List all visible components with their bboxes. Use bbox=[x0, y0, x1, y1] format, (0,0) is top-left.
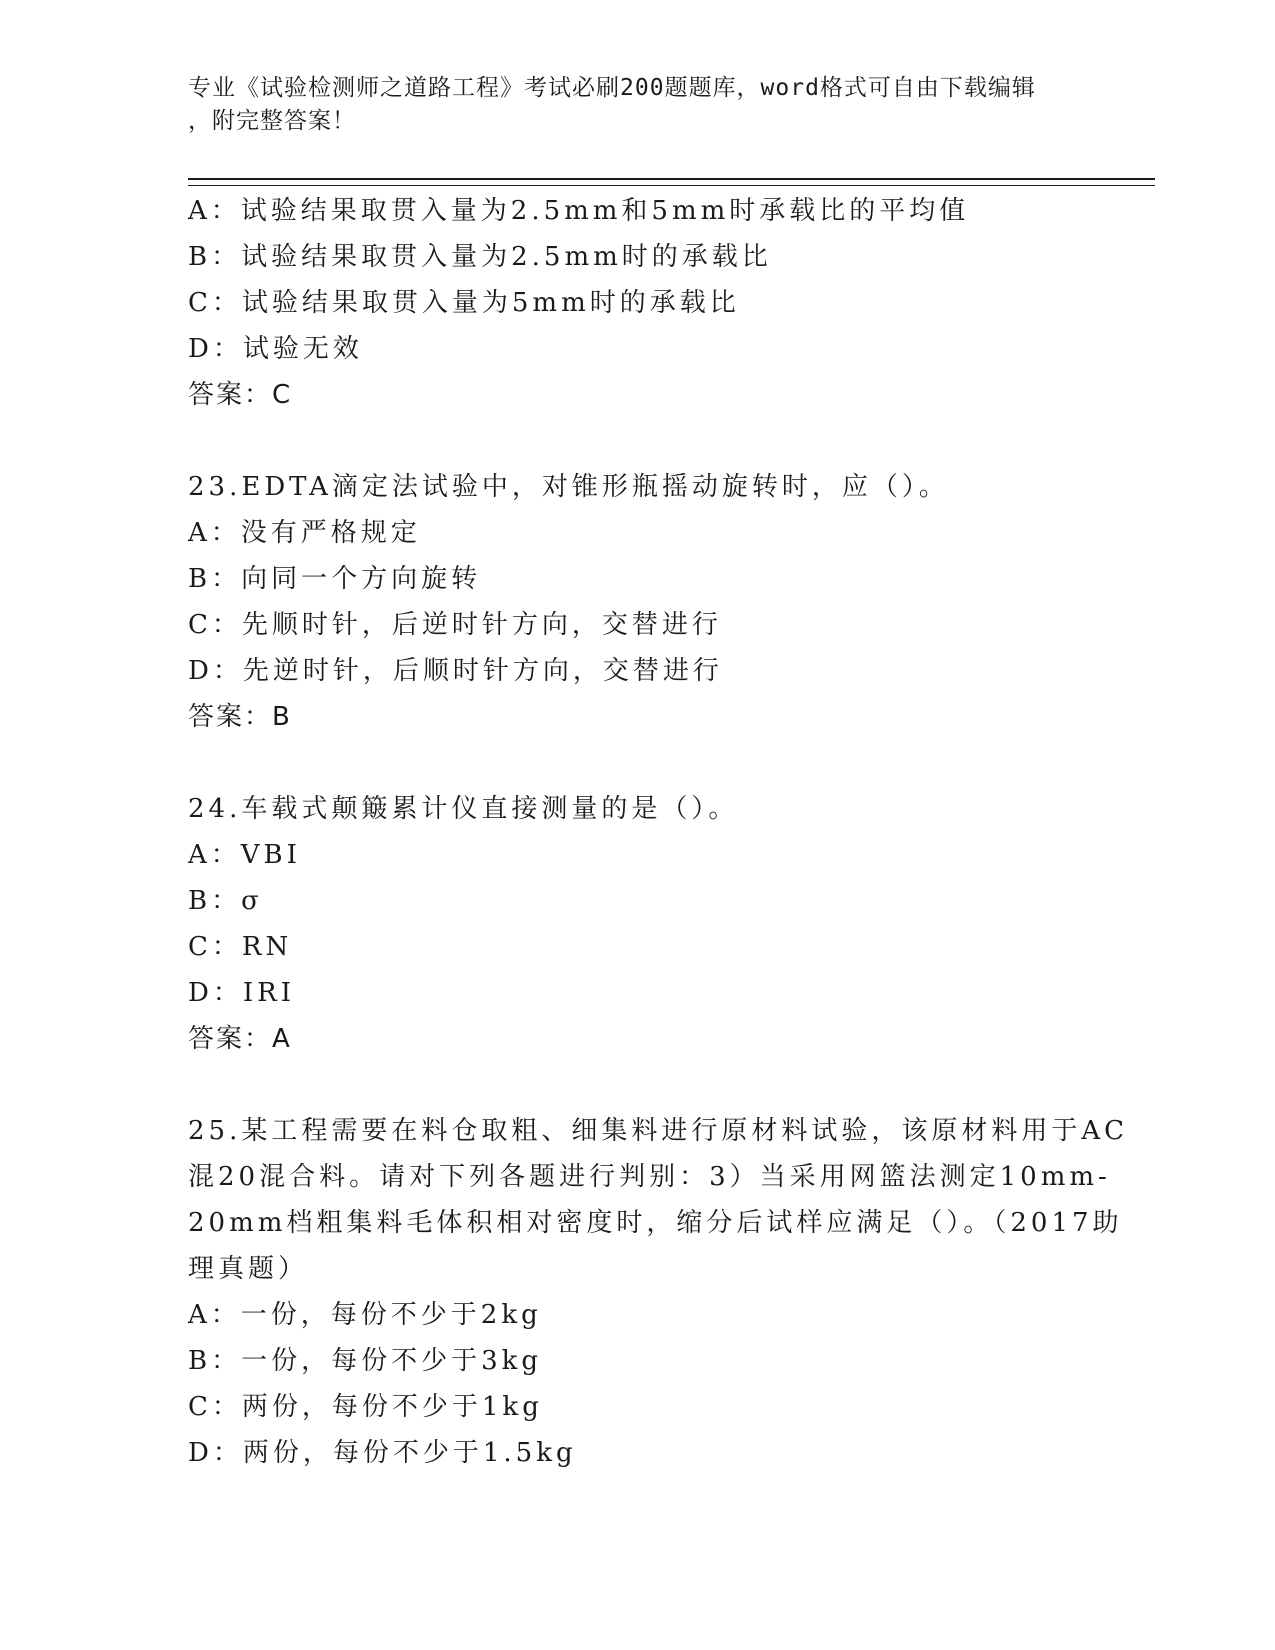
question-list bbox=[188, 188, 1129, 1476]
option-b: B：σ bbox=[188, 886, 263, 916]
document-header bbox=[188, 72, 1068, 138]
option-a: A：没有严格规定 bbox=[188, 518, 421, 548]
question-23 bbox=[188, 464, 1088, 740]
option-c: C：两份，每份不少于1kg bbox=[188, 1392, 543, 1422]
answer: 答案：B bbox=[188, 702, 292, 732]
option-d: D：IRI bbox=[188, 978, 295, 1008]
option-c: C：RN bbox=[188, 932, 293, 962]
option-b: B：试验结果取贯入量为2.5mm时的承载比 bbox=[188, 242, 772, 272]
answer: 答案：A bbox=[188, 1024, 292, 1054]
question-stem-line: 混20混合料。请对下列各题进行判别：3）当采用网篮法测定10mm- bbox=[188, 1162, 1111, 1192]
option-d: D：试验无效 bbox=[188, 334, 363, 364]
option-b: B：一份，每份不少于3kg bbox=[188, 1346, 543, 1376]
question-22 bbox=[188, 188, 1088, 418]
question-24 bbox=[188, 786, 1088, 1062]
spacer bbox=[188, 740, 1088, 786]
spacer bbox=[188, 418, 1088, 464]
question-stem-line: 20mm档粗集料毛体积相对密度时，缩分后试样应满足（）。（2017助 bbox=[188, 1208, 1123, 1238]
option-a: A：试验结果取贯入量为2.5mm和5mm时承载比的平均值 bbox=[188, 196, 970, 226]
question-stem: 24.车载式颠簸累计仪直接测量的是（）。 bbox=[188, 794, 739, 824]
question-stem-line: 理真题） bbox=[188, 1254, 309, 1284]
header-title-line-1: 专业《试验检测师之道路工程》考试必刷200题题库，word格式可自由下载编辑 bbox=[188, 75, 1036, 101]
option-d: D：先逆时针，后顺时针方向，交替进行 bbox=[188, 656, 723, 686]
option-c: C：先顺时针，后逆时针方向，交替进行 bbox=[188, 610, 722, 640]
option-a: A：一份，每份不少于2kg bbox=[188, 1300, 542, 1330]
spacer bbox=[188, 1062, 1088, 1108]
option-d: D：两份，每份不少于1.5kg bbox=[188, 1438, 577, 1468]
option-c: C：试验结果取贯入量为5mm时的承载比 bbox=[188, 288, 740, 318]
answer: 答案：C bbox=[188, 380, 293, 410]
option-a: A：VBI bbox=[188, 840, 301, 870]
header-divider bbox=[188, 178, 1155, 186]
option-b: B：向同一个方向旋转 bbox=[188, 564, 482, 594]
header-title-line-2: ，附完整答案！ bbox=[188, 108, 356, 134]
question-stem bbox=[188, 1108, 1129, 1292]
question-25 bbox=[188, 1108, 1129, 1476]
question-stem: 23.EDTA滴定法试验中，对锥形瓶摇动旋转时，应（）。 bbox=[188, 472, 949, 502]
question-stem-line: 25.某工程需要在料仓取粗、细集料进行原材料试验，该原材料用于AC bbox=[188, 1116, 1129, 1146]
